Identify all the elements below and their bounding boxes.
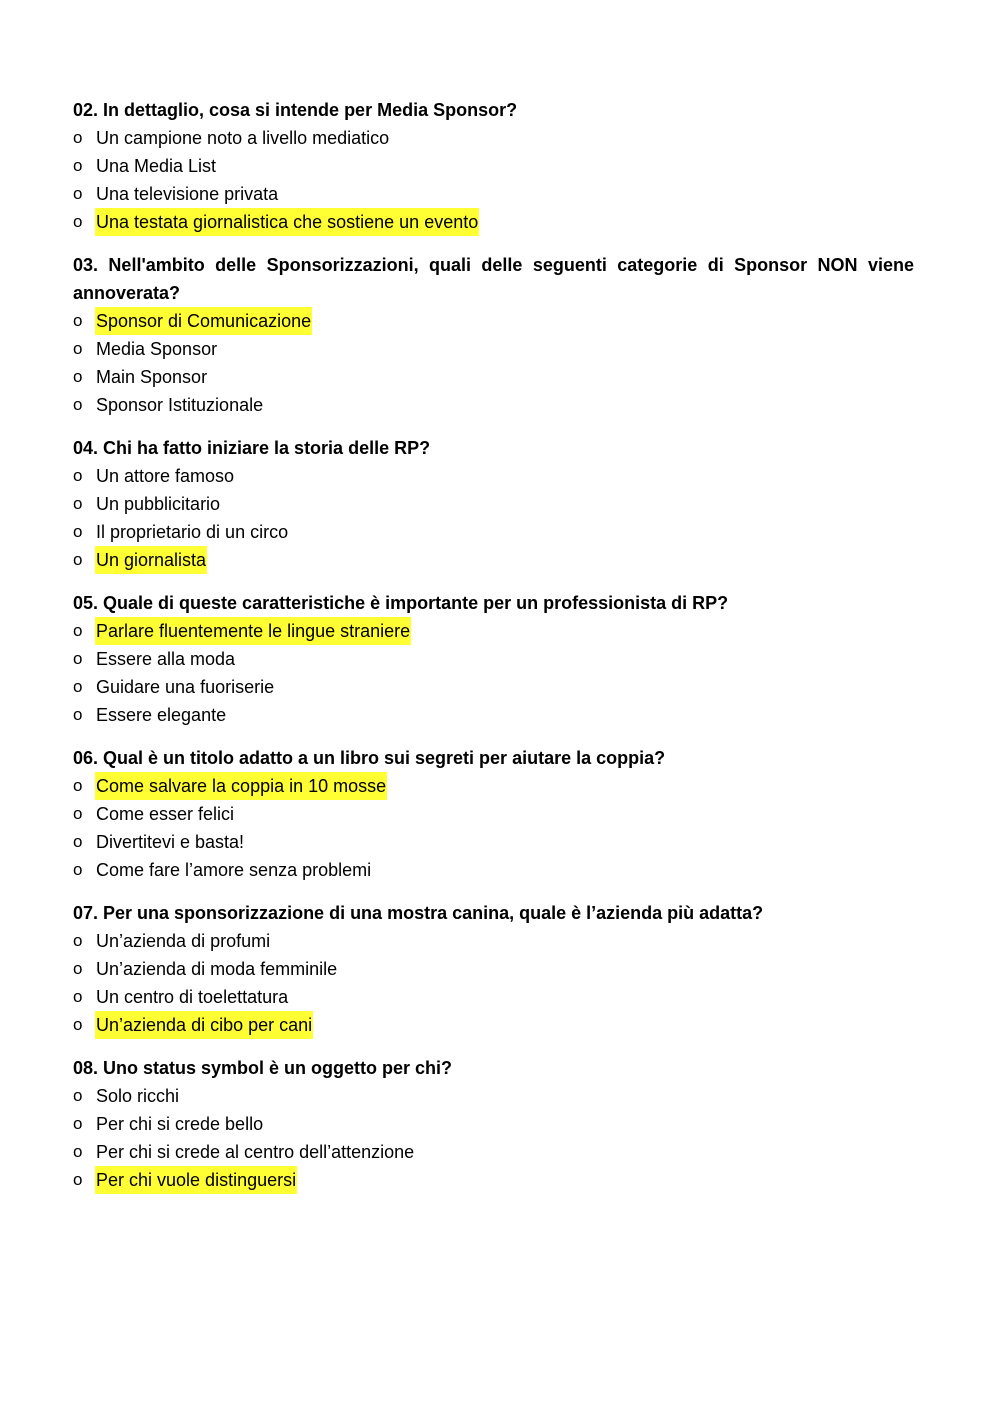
- answer-text: Solo ricchi: [96, 1086, 180, 1106]
- answer-option: [73, 490, 914, 518]
- answer-option: [73, 673, 914, 701]
- answer-text: Come fare l’amore senza problemi: [96, 860, 372, 880]
- answer-text: Un centro di toelettatura: [96, 987, 289, 1007]
- answer-option: [73, 701, 914, 729]
- answer-text: Un attore famoso: [96, 466, 235, 486]
- question-title: 05. Quale di queste caratteristiche è importante per un professionista di RP?: [73, 593, 729, 613]
- question-05: [73, 589, 914, 729]
- circle-bullet-icon: o: [73, 311, 83, 330]
- answer-text: Un pubblicitario: [96, 494, 221, 514]
- correct-answer-highlight: Un giornalista: [95, 546, 207, 574]
- answer-option-correct: [73, 546, 914, 574]
- answer-option-correct: [73, 307, 914, 335]
- circle-bullet-icon: o: [73, 156, 83, 175]
- answer-option: [73, 518, 914, 546]
- answer-option: [73, 152, 914, 180]
- question-07: [73, 899, 914, 1039]
- answer-text: Per chi si crede bello: [96, 1114, 264, 1134]
- correct-answer-highlight: Come salvare la coppia in 10 mosse: [95, 772, 387, 800]
- answer-option: [73, 645, 914, 673]
- answer-option: [73, 828, 914, 856]
- answer-text: Divertitevi e basta!: [96, 832, 245, 852]
- circle-bullet-icon: o: [73, 184, 83, 203]
- question-02: [73, 96, 914, 236]
- question-06: [73, 744, 914, 884]
- answer-option: [73, 856, 914, 884]
- circle-bullet-icon: o: [73, 1142, 83, 1161]
- circle-bullet-icon: o: [73, 1015, 83, 1034]
- question-title: 07. Per una sponsorizzazione di una mostra canina, quale è l’azienda più adatta?: [73, 903, 764, 923]
- circle-bullet-icon: o: [73, 128, 83, 147]
- answer-option: [73, 1138, 914, 1166]
- correct-answer-highlight: Parlare fluentemente le lingue straniere: [95, 617, 411, 645]
- answer-option: [73, 462, 914, 490]
- circle-bullet-icon: o: [73, 677, 83, 696]
- answer-option-correct: [73, 772, 914, 800]
- correct-answer-highlight: Per chi vuole distinguersi: [95, 1166, 297, 1194]
- answer-option: [73, 335, 914, 363]
- circle-bullet-icon: o: [73, 212, 83, 231]
- circle-bullet-icon: o: [73, 931, 83, 950]
- circle-bullet-icon: o: [73, 705, 83, 724]
- answer-option: [73, 363, 914, 391]
- circle-bullet-icon: o: [73, 522, 83, 541]
- answer-text: Sponsor Istituzionale: [96, 395, 264, 415]
- circle-bullet-icon: o: [73, 804, 83, 823]
- circle-bullet-icon: o: [73, 1170, 83, 1189]
- answer-text: Essere elegante: [96, 705, 227, 725]
- answer-text: Essere alla moda: [96, 649, 236, 669]
- circle-bullet-icon: o: [73, 621, 83, 640]
- answer-option: [73, 124, 914, 152]
- question-04: [73, 434, 914, 574]
- answer-text: Guidare una fuoriserie: [96, 677, 275, 697]
- circle-bullet-icon: o: [73, 494, 83, 513]
- circle-bullet-icon: o: [73, 959, 83, 978]
- answer-text: Una televisione privata: [96, 184, 279, 204]
- answer-option-correct: [73, 617, 914, 645]
- answer-option: [73, 955, 914, 983]
- circle-bullet-icon: o: [73, 832, 83, 851]
- answer-option-correct: [73, 1011, 914, 1039]
- answer-option: [73, 1082, 914, 1110]
- circle-bullet-icon: o: [73, 1114, 83, 1133]
- answer-text: Come esser felici: [96, 804, 235, 824]
- answer-text: Il proprietario di un circo: [96, 522, 289, 542]
- circle-bullet-icon: o: [73, 860, 83, 879]
- question-title: 03. Nell'ambito delle Sponsorizzazioni, quali delle seguenti categorie di Sponsor NON viene annoverata?: [73, 255, 914, 303]
- question-title: 04. Chi ha fatto iniziare la storia delle RP?: [73, 438, 431, 458]
- answer-text: Un’azienda di profumi: [96, 931, 271, 951]
- circle-bullet-icon: o: [73, 987, 83, 1006]
- question-08: [73, 1054, 914, 1194]
- answer-text: Un campione noto a livello mediatico: [96, 128, 390, 148]
- circle-bullet-icon: o: [73, 339, 83, 358]
- question-title: 06. Qual è un titolo adatto a un libro sui segreti per aiutare la coppia?: [73, 748, 666, 768]
- circle-bullet-icon: o: [73, 1086, 83, 1105]
- question-03: [73, 251, 914, 419]
- answer-option-correct: [73, 208, 914, 236]
- answer-text: Per chi si crede al centro dell’attenzione: [96, 1142, 415, 1162]
- answer-option: [73, 1110, 914, 1138]
- circle-bullet-icon: o: [73, 550, 83, 569]
- question-title: 08. Uno status symbol è un oggetto per chi?: [73, 1058, 453, 1078]
- answer-option-correct: [73, 1166, 914, 1194]
- circle-bullet-icon: o: [73, 649, 83, 668]
- answer-option: [73, 180, 914, 208]
- answer-option: [73, 983, 914, 1011]
- answer-option: [73, 800, 914, 828]
- correct-answer-highlight: Sponsor di Comunicazione: [95, 307, 312, 335]
- circle-bullet-icon: o: [73, 776, 83, 795]
- correct-answer-highlight: Una testata giornalistica che sostiene un evento: [95, 208, 479, 236]
- correct-answer-highlight: Un’azienda di cibo per cani: [95, 1011, 313, 1039]
- circle-bullet-icon: o: [73, 395, 83, 414]
- answer-option: [73, 391, 914, 419]
- answer-text: Main Sponsor: [96, 367, 208, 387]
- circle-bullet-icon: o: [73, 466, 83, 485]
- answer-text: Una Media List: [96, 156, 217, 176]
- quiz-document: [73, 96, 914, 1209]
- question-title: 02. In dettaglio, cosa si intende per Media Sponsor?: [73, 100, 518, 120]
- answer-option: [73, 927, 914, 955]
- circle-bullet-icon: o: [73, 367, 83, 386]
- answer-text: Un’azienda di moda femminile: [96, 959, 338, 979]
- answer-text: Media Sponsor: [96, 339, 218, 359]
